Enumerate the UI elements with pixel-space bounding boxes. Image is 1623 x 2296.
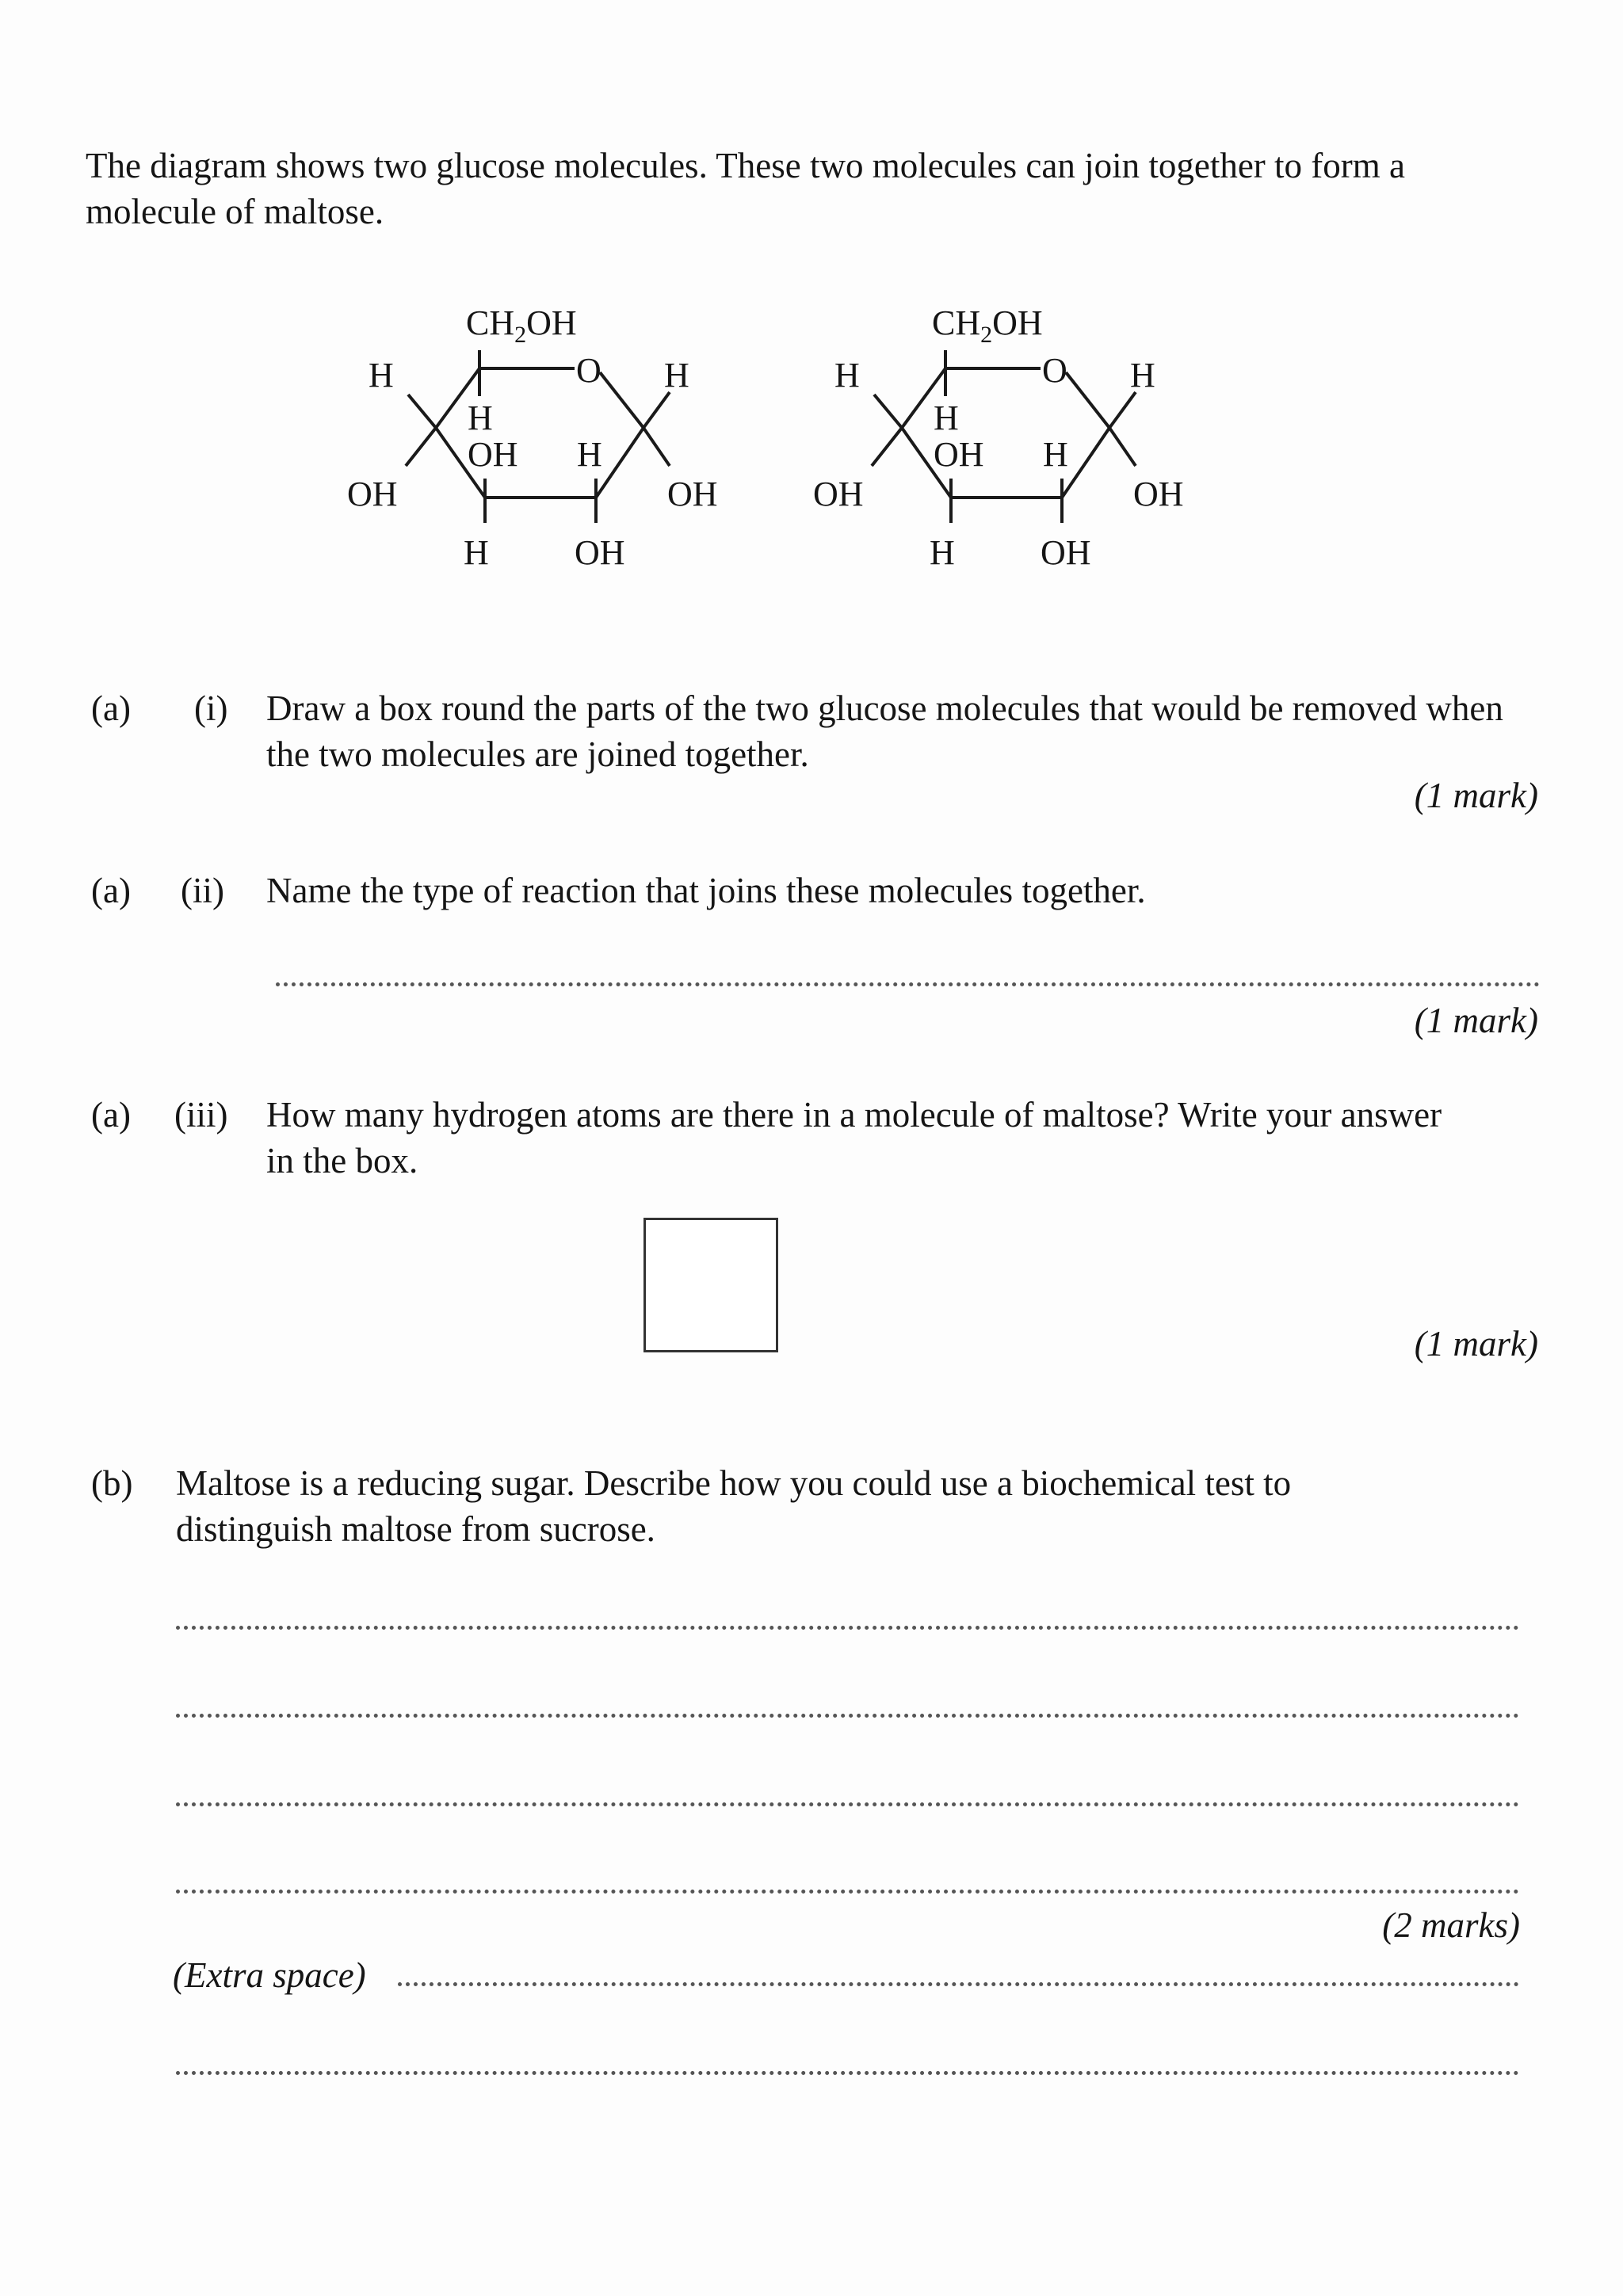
marks-label: (1 mark) <box>1414 776 1538 815</box>
ch2oh-label: $CH_2OH$ <box>466 303 577 348</box>
question-text: Name the type of reaction that joins these molecules together. <box>266 871 1146 910</box>
h-label: H <box>468 399 493 437</box>
ch2oh-label: $CH_2OH$ <box>932 303 1043 348</box>
extra-space-label: (Extra space) <box>173 1955 366 1995</box>
h-label: H <box>930 533 955 572</box>
oh-label: OH <box>575 533 625 572</box>
h-label: H <box>834 356 860 395</box>
part-letter: (a) <box>91 871 131 910</box>
glucose-molecule-left <box>406 350 670 523</box>
glucose-molecule-right <box>872 350 1136 523</box>
glucose-diagram <box>0 285 1623 618</box>
question-text: How many hydrogen atoms are there in a molecule of maltose? Write your answer in the box. <box>266 1095 1442 1180</box>
ring-oxygen-label: O <box>576 351 601 390</box>
part-letter: (b) <box>91 1463 133 1503</box>
ring-oxygen-label: O <box>1042 351 1067 390</box>
part-letter: (a) <box>91 688 131 728</box>
part-letter: (a) <box>91 1095 131 1135</box>
answer-line[interactable] <box>176 1626 1519 1630</box>
oh-label: OH <box>1041 533 1091 572</box>
h-label: H <box>369 356 394 395</box>
oh-label: OH <box>667 475 718 513</box>
answer-box[interactable] <box>643 1218 778 1352</box>
oh-label: OH <box>813 475 864 513</box>
answer-line[interactable] <box>176 1802 1519 1806</box>
oh-label: OH <box>934 435 984 474</box>
answer-line[interactable] <box>176 2071 1519 2075</box>
h-label: H <box>577 435 602 474</box>
glucose-molecule-right-labels <box>813 303 1184 572</box>
answer-line[interactable] <box>176 1714 1519 1718</box>
h-label: H <box>464 533 489 572</box>
answer-line[interactable] <box>398 1982 1519 1986</box>
oh-label: OH <box>1133 475 1184 513</box>
oh-label: OH <box>468 435 518 474</box>
part-roman: (i) <box>194 688 228 728</box>
h-label: H <box>664 356 689 395</box>
marks-label: (2 marks) <box>1382 1905 1520 1945</box>
h-label: H <box>934 399 959 437</box>
question-text: Maltose is a reducing sugar. Describe how you could use a biochemical test to distinguish maltose from sucrose. <box>176 1463 1292 1549</box>
question-text: Draw a box round the parts of the two glucose molecules that would be removed when the two molecules are joined together. <box>266 688 1503 774</box>
intro-text: The diagram shows two glucose molecules. These two molecules can join together to form a molecule of maltose. <box>86 146 1405 231</box>
marks-label: (1 mark) <box>1414 1001 1538 1040</box>
glucose-molecule-left-labels <box>347 303 718 572</box>
oh-label: OH <box>347 475 398 513</box>
h-label: H <box>1130 356 1155 395</box>
answer-line[interactable] <box>176 1890 1519 1894</box>
h-label: H <box>1043 435 1068 474</box>
answer-line[interactable] <box>276 982 1540 986</box>
part-roman: (iii) <box>174 1095 228 1135</box>
part-roman: (ii) <box>181 871 224 910</box>
marks-label: (1 mark) <box>1414 1324 1538 1363</box>
